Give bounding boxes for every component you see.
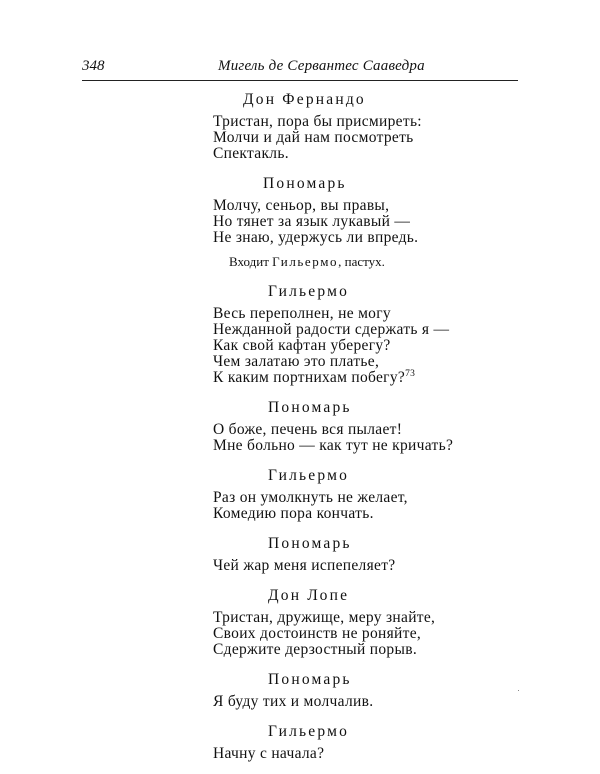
play-text xyxy=(213,90,513,774)
header-rule xyxy=(82,80,518,81)
footnote-ref: 73 xyxy=(405,368,416,379)
speaker-name: Пономарь xyxy=(268,535,352,552)
speaker-name: Пономарь xyxy=(268,671,352,688)
verse-line: Начну с начала? xyxy=(213,745,325,762)
verse-line: О боже, печень вся пылает! xyxy=(213,421,403,438)
speech xyxy=(213,398,513,454)
verse-line xyxy=(213,370,513,386)
verse-line: Комедию пора кончать. xyxy=(213,505,374,522)
speech xyxy=(213,534,513,574)
speaker-name: Гильермо xyxy=(268,467,350,484)
speech xyxy=(213,670,513,710)
verse-line: Тристан, дружище, меру знайте, xyxy=(213,609,436,626)
verse-line: Нежданной радости сдержать я — xyxy=(213,321,450,338)
page-number: 348 xyxy=(82,58,105,74)
verse-line: Весь переполнен, не могу xyxy=(213,305,391,322)
verse-line: Тристан, пора бы присмиреть: xyxy=(213,113,422,130)
verse-line: Своих достоинств не роняйте, xyxy=(213,625,422,642)
verse-line: Не знаю, удержусь ли впредь. xyxy=(213,229,419,246)
stage-direction-pre: Входит xyxy=(229,254,273,269)
speech xyxy=(213,722,513,762)
speech xyxy=(213,174,513,246)
verse-line: Чей жар меня испепеляет? xyxy=(213,557,396,574)
verse-line: Раз он умолкнуть не желает, xyxy=(213,489,408,506)
verse-line-text: К каким портнихам побегу? xyxy=(213,369,406,386)
stage-direction-post: , пастух. xyxy=(338,254,385,269)
verse-line: Молчи и дай нам посмотреть xyxy=(213,129,414,146)
verse-line: Сдержите дерзостный порыв. xyxy=(213,641,417,658)
verse-line: Молчу, сеньор, вы правы, xyxy=(213,197,390,214)
verse-line: Мне больно — как тут не кричать? xyxy=(213,437,454,454)
speaker-name: Гильермо xyxy=(268,723,350,740)
speaker-name: Пономарь xyxy=(263,175,347,192)
verse-line: Чем залатаю это платье, xyxy=(213,353,380,370)
stage-direction xyxy=(229,254,513,270)
speech xyxy=(213,90,513,162)
speaker-name: Пономарь xyxy=(268,399,352,416)
speaker-name: Дон Лопе xyxy=(268,587,350,604)
verse-line: Как свой кафтан уберегу? xyxy=(213,337,391,354)
running-header: Мигель де Сервантес Сааведра xyxy=(218,58,425,74)
print-speck xyxy=(518,690,519,691)
speech xyxy=(213,282,513,386)
speaker-name: Дон Фернандо xyxy=(243,91,366,108)
stage-direction-name: Гильермо xyxy=(272,254,339,269)
speech xyxy=(213,586,513,658)
verse-line: Я буду тих и молчалив. xyxy=(213,693,374,710)
verse-line: Спектакль. xyxy=(213,145,289,162)
speaker-name: Гильермо xyxy=(268,283,350,300)
speech xyxy=(213,466,513,522)
verse-line: Но тянет за язык лукавый — xyxy=(213,213,411,230)
